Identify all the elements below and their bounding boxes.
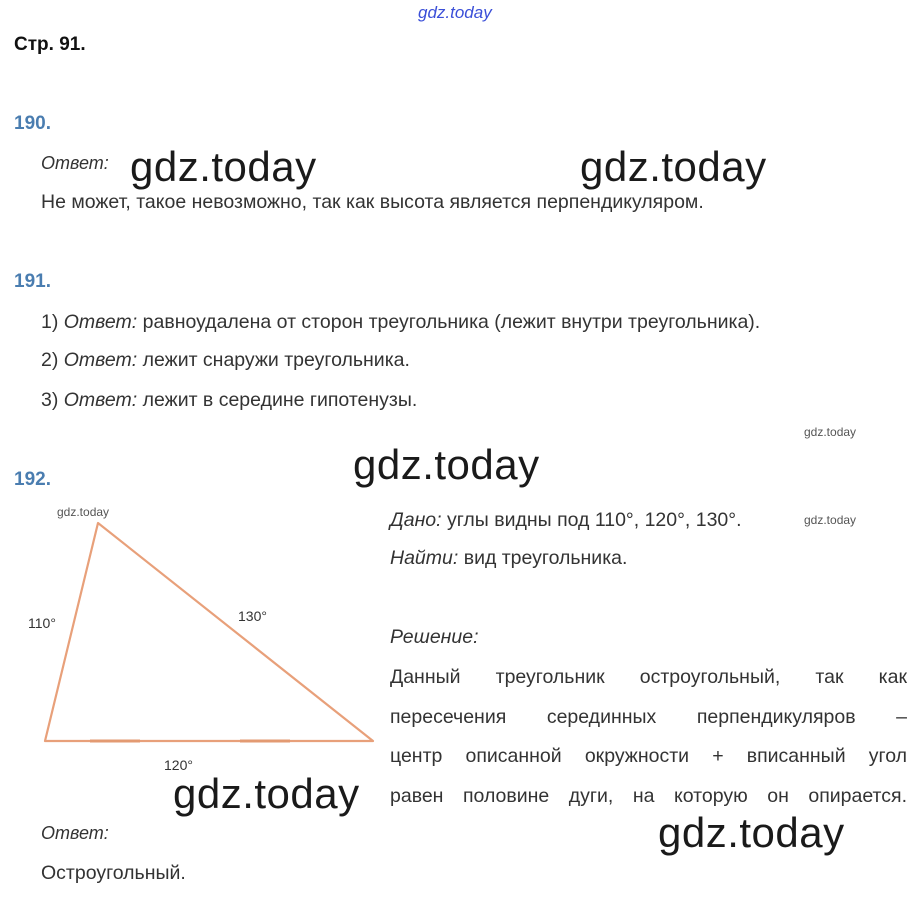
solution-label: Решение: bbox=[390, 626, 479, 648]
item-text: лежит снаружи треугольника. bbox=[142, 349, 410, 371]
watermark-small: gdz.today bbox=[804, 513, 857, 527]
solution-line: равен половине дуги, на которую он опирается. bbox=[390, 785, 907, 807]
problem-number-190: 190. bbox=[14, 113, 51, 134]
answer-label-190: Ответ: bbox=[41, 153, 109, 173]
problem-number-192: 192. bbox=[14, 469, 51, 490]
item-text: лежит в середине гипотенузы. bbox=[142, 389, 418, 411]
item-prefix: 3) bbox=[41, 389, 59, 411]
answer-text-190: Не может, такое невозможно, так как высота является перпендикуляром. bbox=[41, 191, 704, 213]
find-line bbox=[390, 547, 627, 570]
triangle-shape bbox=[45, 523, 373, 741]
find-text: вид треугольника. bbox=[463, 547, 628, 569]
item-label: Ответ: bbox=[63, 349, 138, 371]
given-line bbox=[390, 509, 742, 532]
angle-label-bottom: 120° bbox=[164, 757, 193, 773]
angle-label-left: 110° bbox=[28, 615, 56, 631]
watermark-text: gdz.today bbox=[130, 143, 317, 190]
solution-line: Данный треугольник остроугольный, так как bbox=[390, 666, 907, 688]
angle-label-right: 130° bbox=[238, 608, 267, 624]
watermark-small: gdz.today bbox=[804, 425, 857, 439]
page-number: Стр. 91. bbox=[14, 34, 86, 55]
item-label: Ответ: bbox=[63, 311, 138, 333]
item-label: Ответ: bbox=[63, 389, 138, 411]
item-text: равноудалена от сторон треугольника (лежит внутри треугольника). bbox=[142, 311, 761, 333]
answer-text-192: Остроугольный. bbox=[41, 862, 186, 884]
item-prefix: 1) bbox=[41, 311, 59, 333]
given-label: Дано: bbox=[390, 509, 442, 531]
problem-number-191: 191. bbox=[14, 271, 51, 292]
watermark-top: gdz.today bbox=[418, 3, 492, 22]
watermark-text: gdz.today bbox=[353, 441, 540, 488]
solution-line: пересечения серединных перпендикуляров – bbox=[390, 706, 907, 728]
watermark-text: gdz.today bbox=[173, 770, 360, 817]
solution-line: центр описанной окружности + вписанный угол bbox=[390, 745, 907, 767]
given-text: углы видны под 110°, 120°, 130°. bbox=[447, 509, 742, 531]
item-prefix: 2) bbox=[41, 349, 59, 371]
watermark-small: gdz.today bbox=[57, 505, 110, 519]
find-label: Найти: bbox=[390, 547, 459, 569]
watermark-text: gdz.today bbox=[658, 809, 845, 856]
answer-label-192: Ответ: bbox=[41, 823, 109, 843]
watermark-text: gdz.today bbox=[580, 143, 767, 190]
